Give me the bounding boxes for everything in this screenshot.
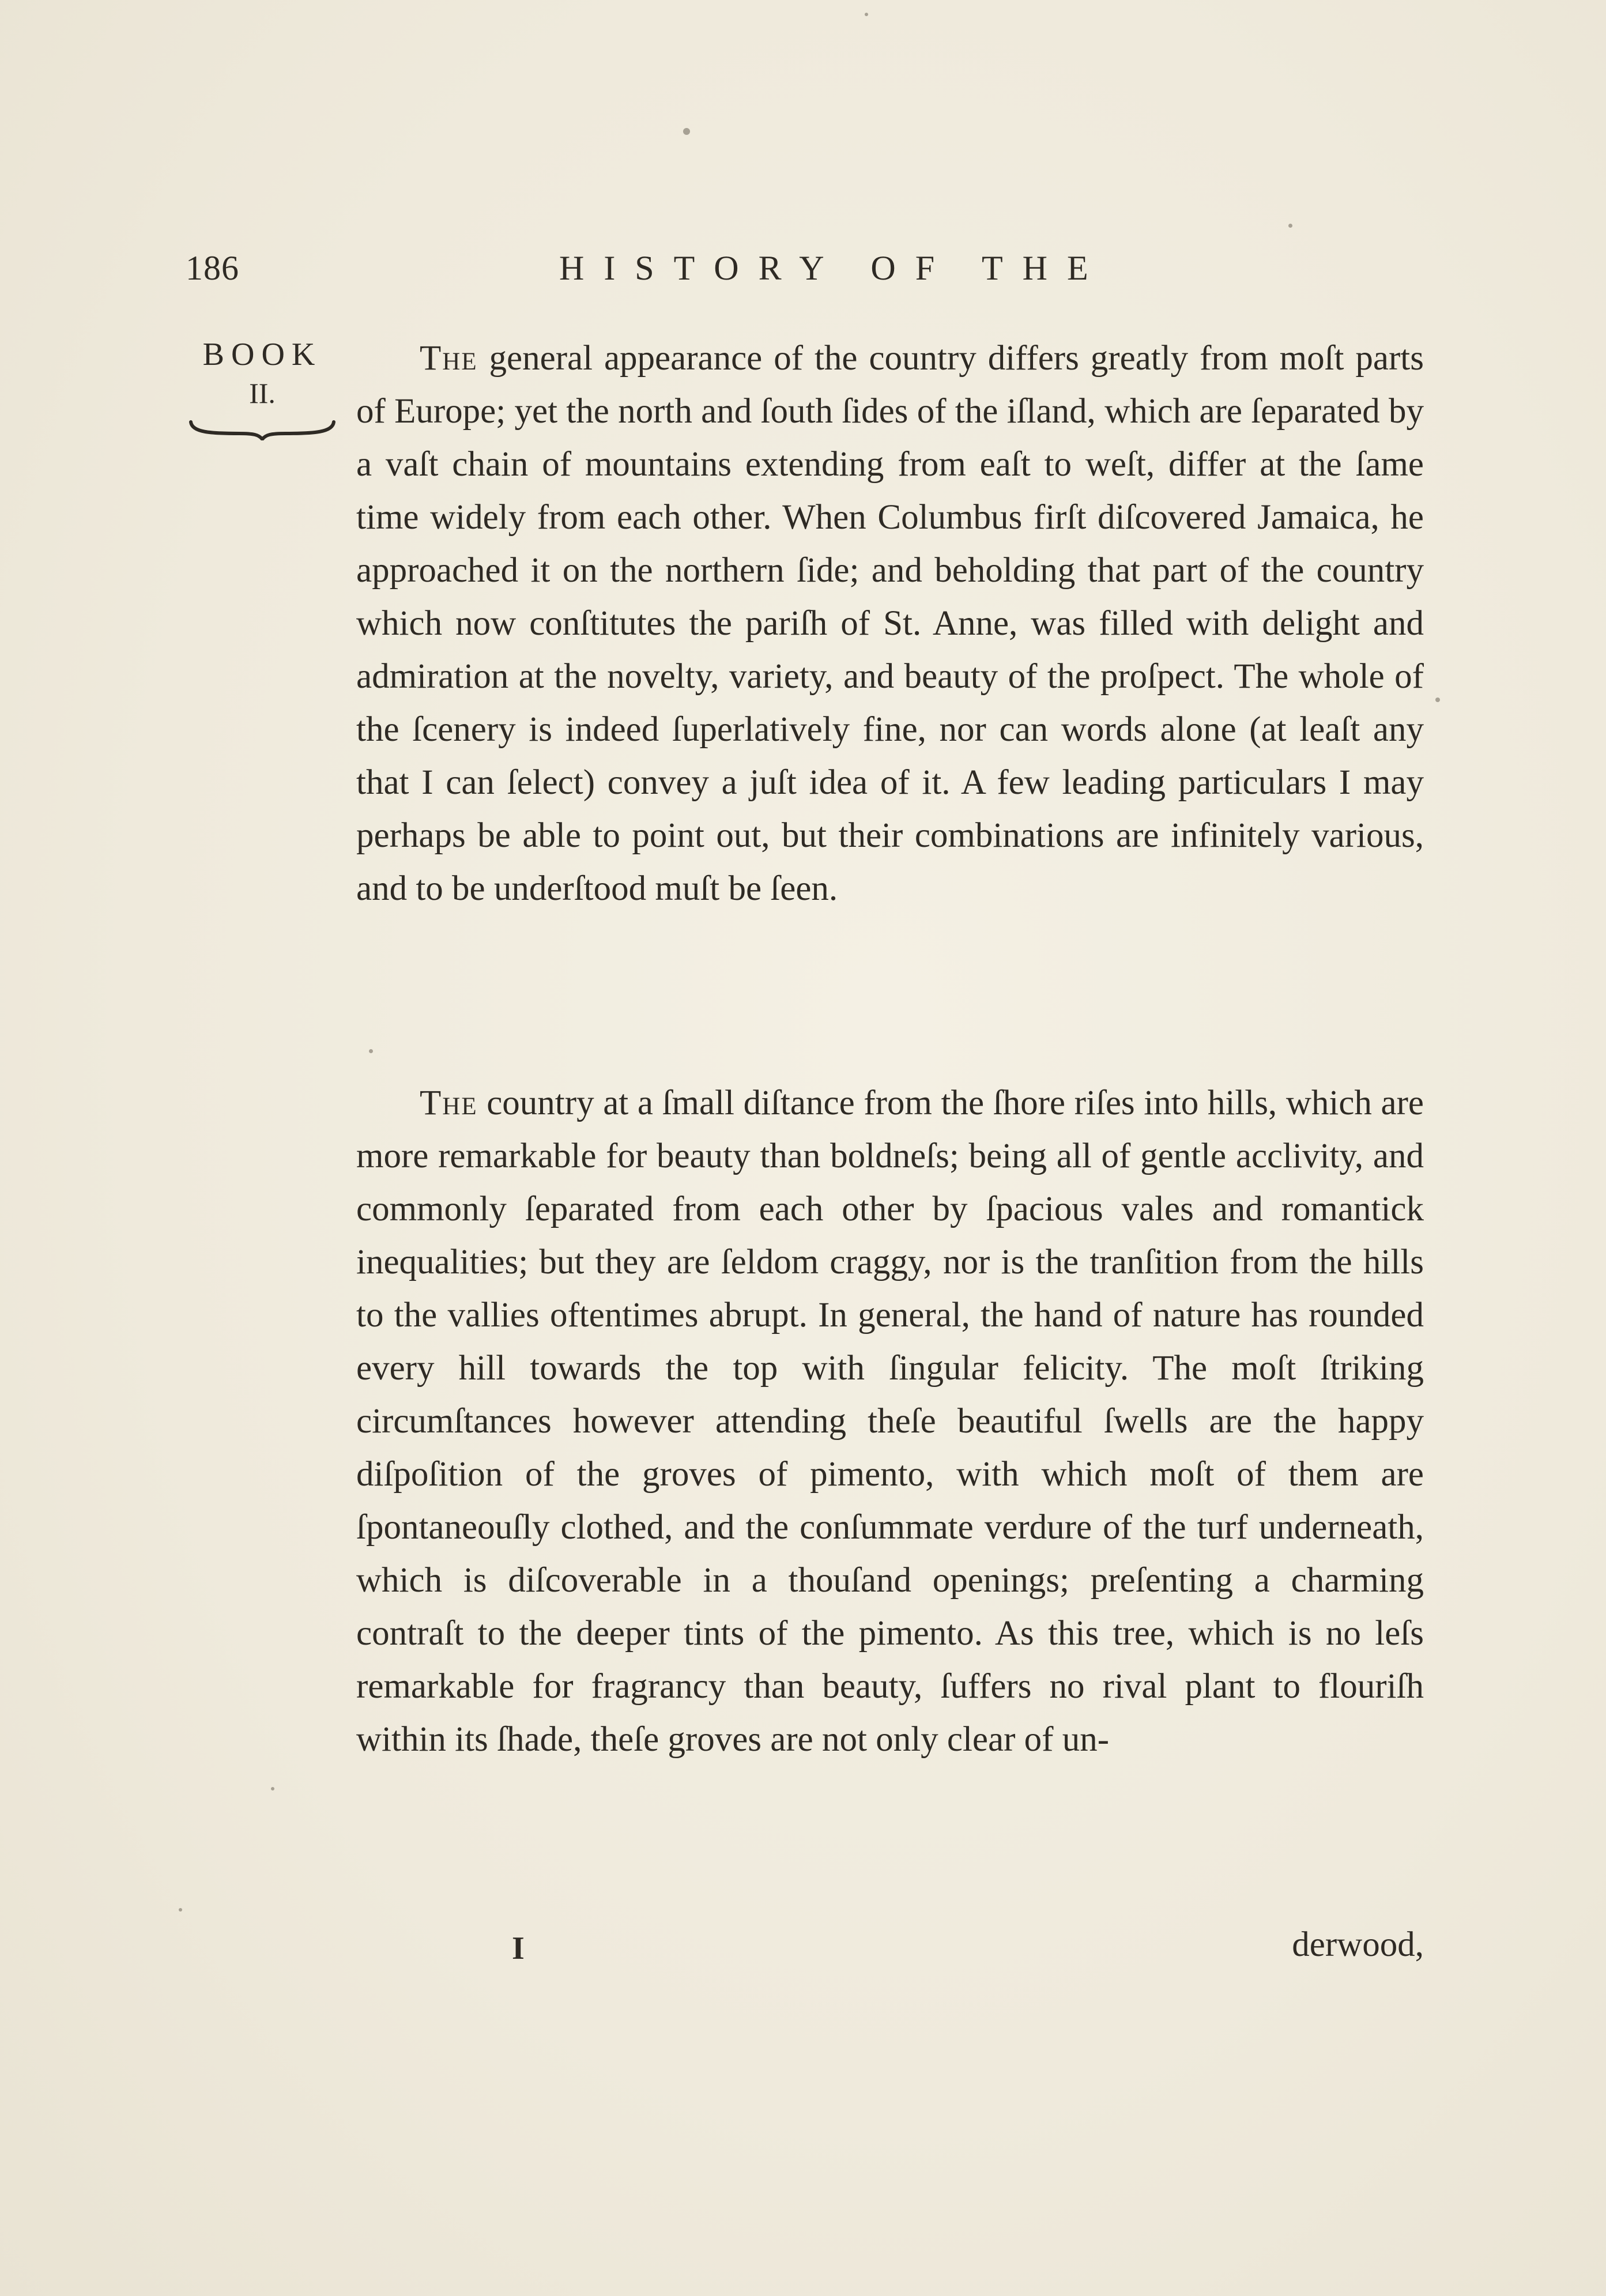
catchword: derwood, (1292, 1925, 1424, 1964)
ink-speck (1435, 698, 1440, 702)
paragraph-1-text: general appearance of the country differs greatly from moſt parts of Europe; yet the north and ſouth ſides of the iſland, which are ſeparated by a vaſt chain of mountains extending from eaſt to weſt, differ at the ſame time widely from each other. When Columbus firſt diſcovered Jamaica, he approached it on the northern ſide; and beholding that part of the country which now conſtitutes the pariſh of St. Anne, was filled with delight and admiration at the novelty, variety, and beauty of the proſpect. The whole of the ſcenery is indeed ſuperlatively fine, nor can words alone (at leaſt any that I can ſelect) convey a juſt idea of it. A few leading particulars I may perhaps be able to point out, but their combinations are infinitely various, and to be underſtood muſt be ſeen. (356, 339, 1424, 908)
ink-speck (271, 1787, 274, 1790)
ink-speck (1288, 224, 1292, 228)
margin-book-number: II. (249, 377, 276, 409)
paragraph-2 (356, 1077, 1424, 1766)
brace-ornament (187, 417, 337, 440)
signature-mark: I (512, 1931, 525, 1966)
running-title: HISTORY OF THE (559, 249, 1108, 287)
paragraph-2-text: country at a ſmall diſtance from the ſhore riſes into hills, which are more remarkable for beauty than boldneſs; being all of gentle acclivity, and commonly ſeparated from each other by ſpacious vales and romantick inequalities; but they are ſeldom craggy, nor is the tranſition from the hills to the vallies oftentimes abrupt. In general, the hand of nature has rounded every hill towards the top with ſingular felicity. The moſt ſtriking circumſtances however attending theſe beautiful ſwells are the happy diſpoſition of the groves of pimento, with which moſt of them are ſpontaneouſly clothed, and the conſummate verdure of the turf underneath, which is diſcoverable in a thouſand openings; preſenting a charming contraſt to the deeper tints of the pimento. As this tree, which is no leſs remarkable for fragrancy than beauty, ſuffers no rival plant to flouriſh within its ſhade, theſe groves are not only clear of un- (356, 1084, 1424, 1759)
paragraph-1 (356, 332, 1424, 915)
margin-book-note (187, 334, 337, 440)
paragraph-2-lead: The (420, 1084, 478, 1122)
margin-book-label: BOOK (202, 337, 322, 372)
page-number: 186 (186, 249, 239, 287)
ink-speck (683, 128, 690, 135)
running-head (0, 242, 1606, 294)
ink-speck (369, 1049, 373, 1053)
ink-speck (865, 13, 868, 16)
ink-speck (179, 1908, 182, 1912)
paragraph-1-lead: The (420, 339, 478, 378)
